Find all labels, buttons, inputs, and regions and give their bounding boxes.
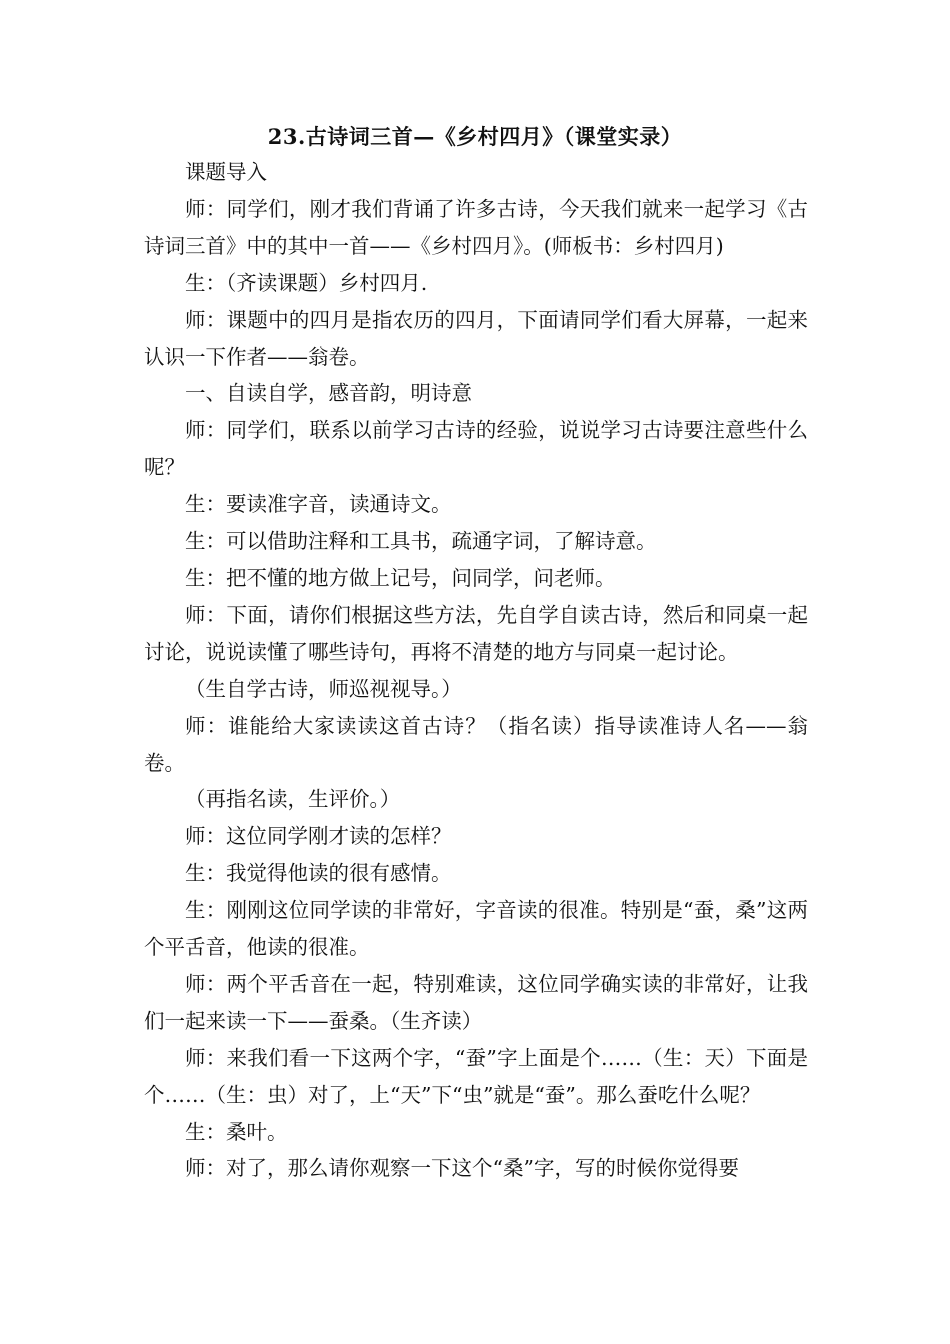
paragraph: 生：要读准字音，读通诗文。	[185, 492, 452, 517]
paragraph: 师：两个平舌音在一起，特别难读，这位同学确实读的非常好，让我们一起来读一下——蚕桑。（生齐读）	[144, 971, 808, 1033]
paragraph: 师：来我们看一下这两个字，“蚕”字上面是个……（生：天）下面是个……（生：虫）对了，上“天”下“虫”就是“蚕”。那么蚕吃什么呢？	[144, 1045, 808, 1107]
paragraph: 师：下面，请你们根据这些方法，先自学自读古诗，然后和同桌一起讨论，说说读懂了哪些诗句，再将不清楚的地方与同桌一起讨论。	[144, 602, 808, 664]
paragraph: （再指名读，生评价。）	[185, 787, 401, 812]
paragraph: 师：对了，那么请你观察一下这个“桑”字，写的时候你觉得要	[185, 1156, 739, 1181]
document-body	[144, 154, 808, 1187]
paragraph: 生：刚刚这位同学读的非常好，字音读的很准。特别是“蚕，桑”这两个平舌音，他读的很准。	[144, 898, 808, 960]
paragraph: 师：谁能给大家读读这首古诗？（指名读）指导读准诗人名——翁卷。	[144, 713, 808, 775]
paragraph: 生：（齐读课题）乡村四月.	[185, 270, 428, 295]
paragraph: （生自学古诗，师巡视视导。）	[185, 676, 462, 701]
paragraph-topic-intro: 课题导入	[185, 160, 267, 184]
paragraph: 师：同学们，刚才我们背诵了许多古诗，今天我们就来一起学习《古诗词三首》中的其中一首——《乡村四月》。(师板书：乡村四月)	[144, 196, 808, 258]
paragraph: 师：这位同学刚才读的怎样？	[185, 824, 452, 849]
section-heading: 一、自读自学，感音韵，明诗意	[185, 381, 472, 406]
paragraph: 生：我觉得他读的很有感情。	[185, 861, 452, 886]
document-title: 23.古诗词三首—《乡村四月》（课堂实录）	[267, 124, 683, 149]
paragraph: 生：桑叶。	[185, 1119, 288, 1144]
paragraph: 师：课题中的四月是指农历的四月，下面请同学们看大屏幕，一起来认识一下作者——翁卷。	[144, 307, 808, 369]
paragraph: 师：同学们，联系以前学习古诗的经验，说说学习古诗要注意些什么呢？	[144, 418, 808, 480]
paragraph: 生：把不懂的地方做上记号，问同学，问老师。	[185, 565, 616, 590]
paragraph: 生：可以借助注释和工具书，疏通字词，了解诗意。	[185, 529, 657, 554]
